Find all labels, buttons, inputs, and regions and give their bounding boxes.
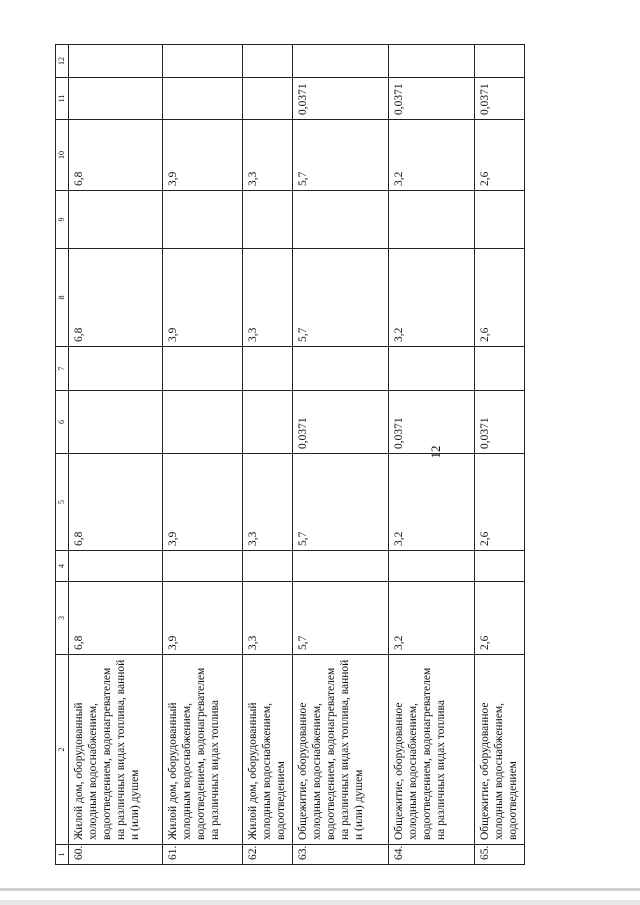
cell-col5: 2,6: [475, 454, 525, 551]
row-description: Жилой дом, оборудованный холодным водоснабжением, водоотведением, водонагревателем на различных видах топлива: [163, 655, 243, 845]
cell-col5: 6,8: [69, 454, 163, 551]
cell-col9: [163, 191, 243, 249]
cell-col7: [163, 347, 243, 391]
cell-col10: 3,2: [389, 120, 475, 191]
cell-col4: [293, 551, 389, 582]
row-description: Общежитие, оборудованное холодным водоснабжением, водоотведением, водонагревателем на различных видах топлива: [389, 655, 475, 845]
cell-col12: [243, 45, 293, 78]
cell-col6: 0,0371: [293, 391, 389, 454]
table-row: [475, 45, 525, 865]
row-number: 63.: [293, 845, 389, 865]
row-description: Жилой дом, оборудованный холодным водоснабжением, водоотведением: [243, 655, 293, 845]
cell-col8: 3,9: [163, 249, 243, 347]
cell-col11: 0,0371: [389, 78, 475, 120]
cell-col8: 5,7: [293, 249, 389, 347]
row-number: 64.: [389, 845, 475, 865]
scan-edge-line: [0, 888, 640, 891]
cell-col11: 0,0371: [293, 78, 389, 120]
header-cell: 7: [56, 347, 69, 391]
cell-col9: [243, 191, 293, 249]
cell-col12: [475, 45, 525, 78]
tariff-table: [55, 44, 525, 865]
row-number: 60.: [69, 845, 163, 865]
cell-col8: 2,6: [475, 249, 525, 347]
scan-edge-shadow: [0, 900, 640, 905]
cell-col12: [293, 45, 389, 78]
cell-col4: [475, 551, 525, 582]
row-description: Общежитие, оборудованное холодным водоснабжением, водоотведением: [475, 655, 525, 845]
cell-col8: 6,8: [69, 249, 163, 347]
row-number: 62.: [243, 845, 293, 865]
rotated-table-wrapper: [55, 45, 519, 865]
cell-col4: [163, 551, 243, 582]
cell-col7: [243, 347, 293, 391]
cell-col4: [243, 551, 293, 582]
cell-col6: [163, 391, 243, 454]
cell-col7: [69, 347, 163, 391]
cell-col6: 0,0371: [389, 391, 475, 454]
header-cell: 2: [56, 655, 69, 845]
cell-col6: [69, 391, 163, 454]
header-cell: 6: [56, 391, 69, 454]
cell-col9: [389, 191, 475, 249]
table-row: [389, 45, 475, 865]
cell-col7: [389, 347, 475, 391]
cell-col7: [475, 347, 525, 391]
table-row: [243, 45, 293, 865]
cell-col5: 3,3: [243, 454, 293, 551]
cell-col8: 3,2: [389, 249, 475, 347]
cell-col12: [69, 45, 163, 78]
cell-col11: 0,0371: [475, 78, 525, 120]
cell-col10: 3,3: [243, 120, 293, 191]
column-number-row: [56, 45, 69, 865]
cell-col12: [389, 45, 475, 78]
cell-col8: 3,3: [243, 249, 293, 347]
header-cell: 3: [56, 582, 69, 655]
row-description: Общежитие, оборудованное холодным водоснабжением, водоотведением, водонагревателем на различных видах топлива, ванной и (или) душем: [293, 655, 389, 845]
row-description: Жилой дом, оборудованный холодным водоснабжением, водоотведением, водонагревателем на различных видах топлива, ванной и (или) душем: [69, 655, 163, 845]
cell-col9: [475, 191, 525, 249]
cell-col3: 3,9: [163, 582, 243, 655]
cell-col11: [243, 78, 293, 120]
header-cell: 9: [56, 191, 69, 249]
cell-col6: 0,0371: [475, 391, 525, 454]
table-row: [69, 45, 163, 865]
cell-col3: 5,7: [293, 582, 389, 655]
table-row: [163, 45, 243, 865]
cell-col12: [163, 45, 243, 78]
cell-col7: [293, 347, 389, 391]
header-cell: 4: [56, 551, 69, 582]
cell-col5: 3,2: [389, 454, 475, 551]
cell-col3: 2,6: [475, 582, 525, 655]
cell-col9: [293, 191, 389, 249]
cell-col4: [389, 551, 475, 582]
cell-col10: 3,9: [163, 120, 243, 191]
cell-col4: [69, 551, 163, 582]
row-number: 65.: [475, 845, 525, 865]
header-cell: 5: [56, 454, 69, 551]
page-number: 12: [428, 445, 443, 459]
cell-col11: [69, 78, 163, 120]
cell-col5: 5,7: [293, 454, 389, 551]
cell-col9: [69, 191, 163, 249]
cell-col3: 3,2: [389, 582, 475, 655]
cell-col11: [163, 78, 243, 120]
cell-col10: 6,8: [69, 120, 163, 191]
table-row: [293, 45, 389, 865]
cell-col10: 5,7: [293, 120, 389, 191]
row-number: 61.: [163, 845, 243, 865]
cell-col3: 3,3: [243, 582, 293, 655]
header-cell: 11: [56, 78, 69, 120]
cell-col10: 2,6: [475, 120, 525, 191]
cell-col5: 3,9: [163, 454, 243, 551]
header-cell: 1: [56, 845, 69, 865]
cell-col6: [243, 391, 293, 454]
header-cell: 12: [56, 45, 69, 78]
cell-col3: 6,8: [69, 582, 163, 655]
header-cell: 8: [56, 249, 69, 347]
header-cell: 10: [56, 120, 69, 191]
